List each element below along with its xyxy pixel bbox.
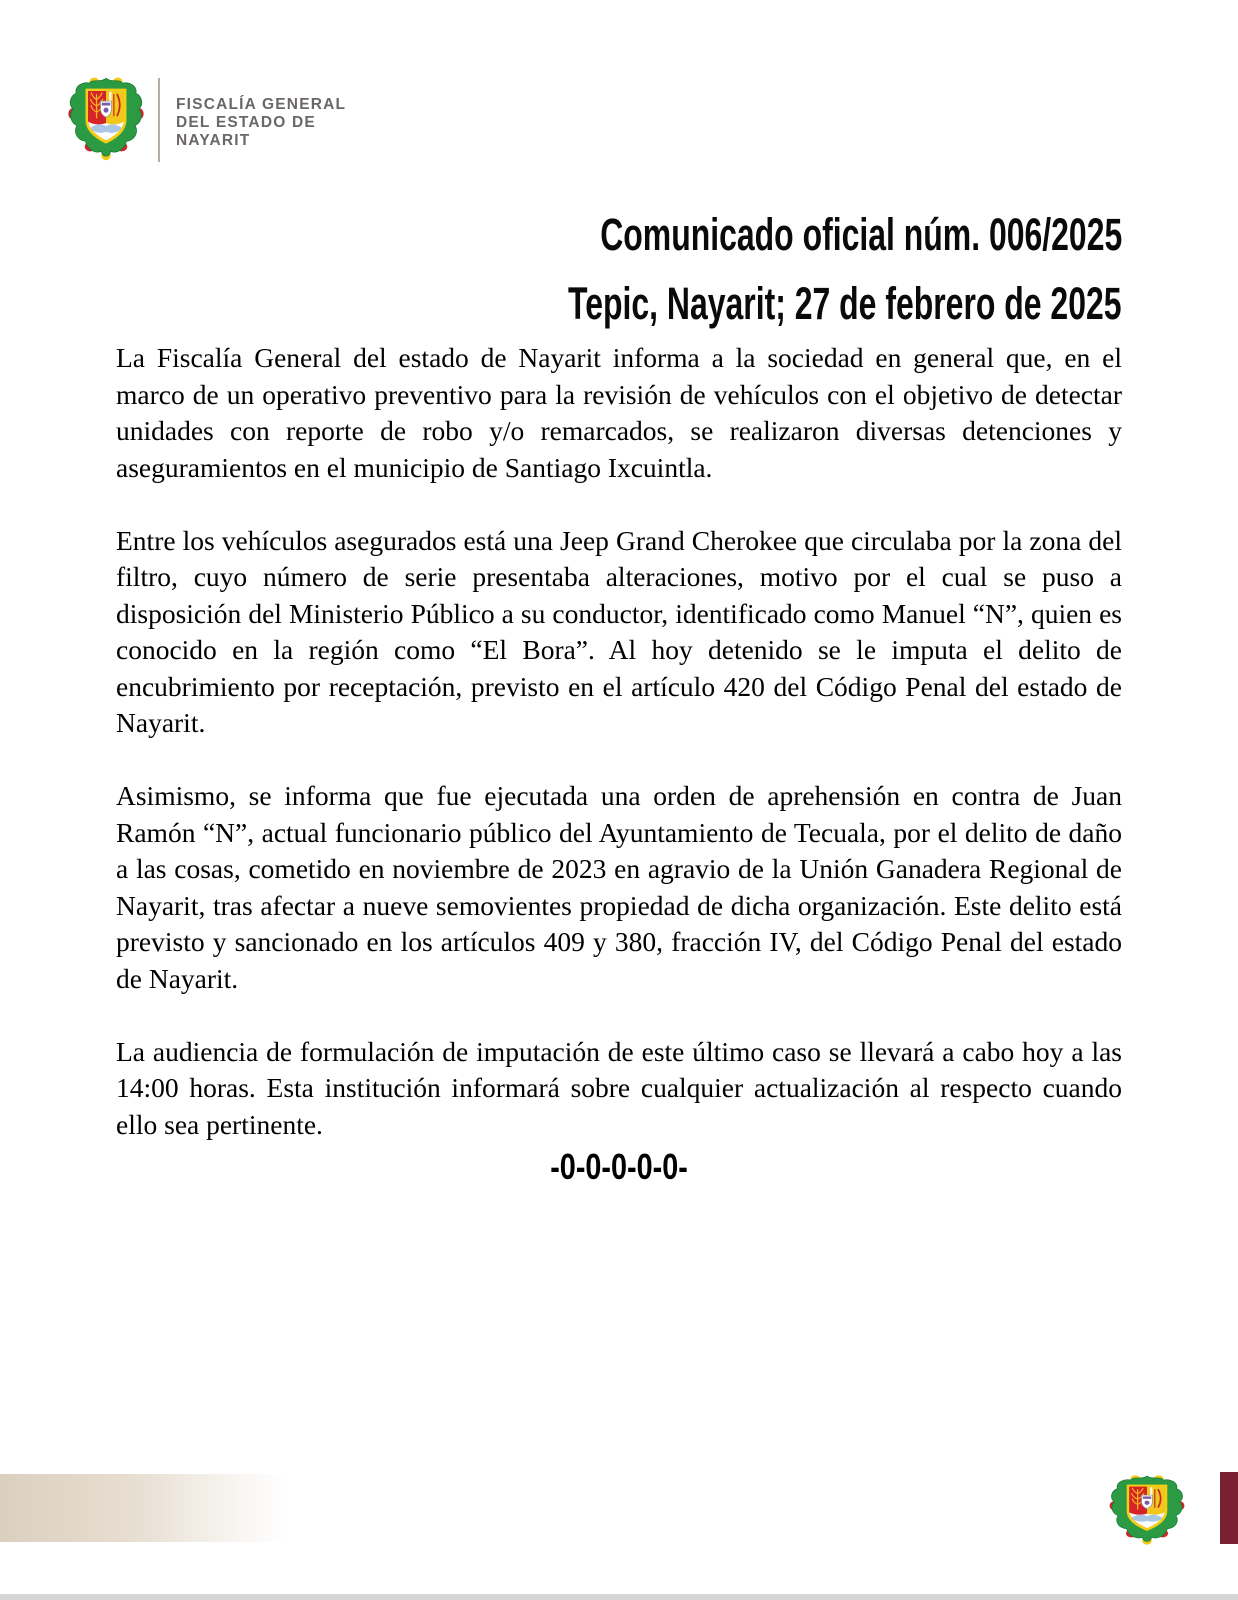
footer-accent-bar: [1220, 1472, 1238, 1544]
nayarit-coat-of-arms-icon: [66, 76, 146, 164]
org-name-line-3: NAYARIT: [176, 132, 251, 149]
document-body: [116, 340, 1122, 1185]
document-header: [116, 200, 1122, 338]
dateline: Tepic, Nayarit; 27 de febrero de 2025: [568, 278, 1122, 329]
paragraph-2: Entre los vehículos asegurados está una Jeep Grand Cherokee que circulaba por la zona del filtro, cuyo número de serie presentaba alteraciones, motivo por el cual se puso a disposición del Ministerio Público a su conductor, identificado como Manuel “N”, quien es conocido en la región como “El Bora”. Al hoy detenido se le imputa el delito de encubrimiento por receptación, previsto en el artículo 420 del Código Penal del estado de Nayarit.: [116, 524, 1122, 738]
footer-gradient-bar: [0, 1474, 292, 1542]
header-brand: [66, 76, 346, 164]
paragraph-3: Asimismo, se informa que fue ejecutada una orden de aprehensión en contra de Juan Ramón “N”, actual funcionario público del Ayuntamiento de Tecuala, por el delito de daño a las cosas, cometido en noviembre de 2023 en agravio de la Unión Ganadera Regional de Nayarit, tras afectar a nueve semovientes propiedad de dicha organización. Este delito está previsto y sancionado en los artículos 409 y 380, fracción IV, del Código Penal del estado de Nayarit.: [116, 780, 1122, 994]
paragraph-1: La Fiscalía General del estado de Nayarit informa a la sociedad en general que, en el marco de un operativo preventivo para la revisión de vehículos con el objetivo de detectar unidades con reporte de robo y/o remarcados, se realizaron diversas detenciones y aseguramientos en el municipio de Santiago Ixcuintla.: [116, 342, 1122, 483]
brand-divider: [158, 78, 160, 162]
paragraph-4: La audiencia de formulación de imputación de este último caso se llevará a cabo hoy a las 14:00 horas. Esta institución informará sobre cualquier actualización al respecto cuando ello sea pertinente.: [116, 1035, 1122, 1140]
org-name-line-2: DEL ESTADO DE: [176, 114, 316, 131]
comunicado-title: Comunicado oficial núm. 006/2025: [599, 209, 1122, 260]
footer-coat-of-arms-icon: [1108, 1474, 1186, 1548]
org-name: [176, 96, 346, 150]
page-bottom-edge: [0, 1594, 1238, 1600]
org-name-line-1: FISCALÍA GENERAL: [176, 96, 347, 113]
end-separator: -0-0-0-0-0-: [550, 1146, 688, 1187]
